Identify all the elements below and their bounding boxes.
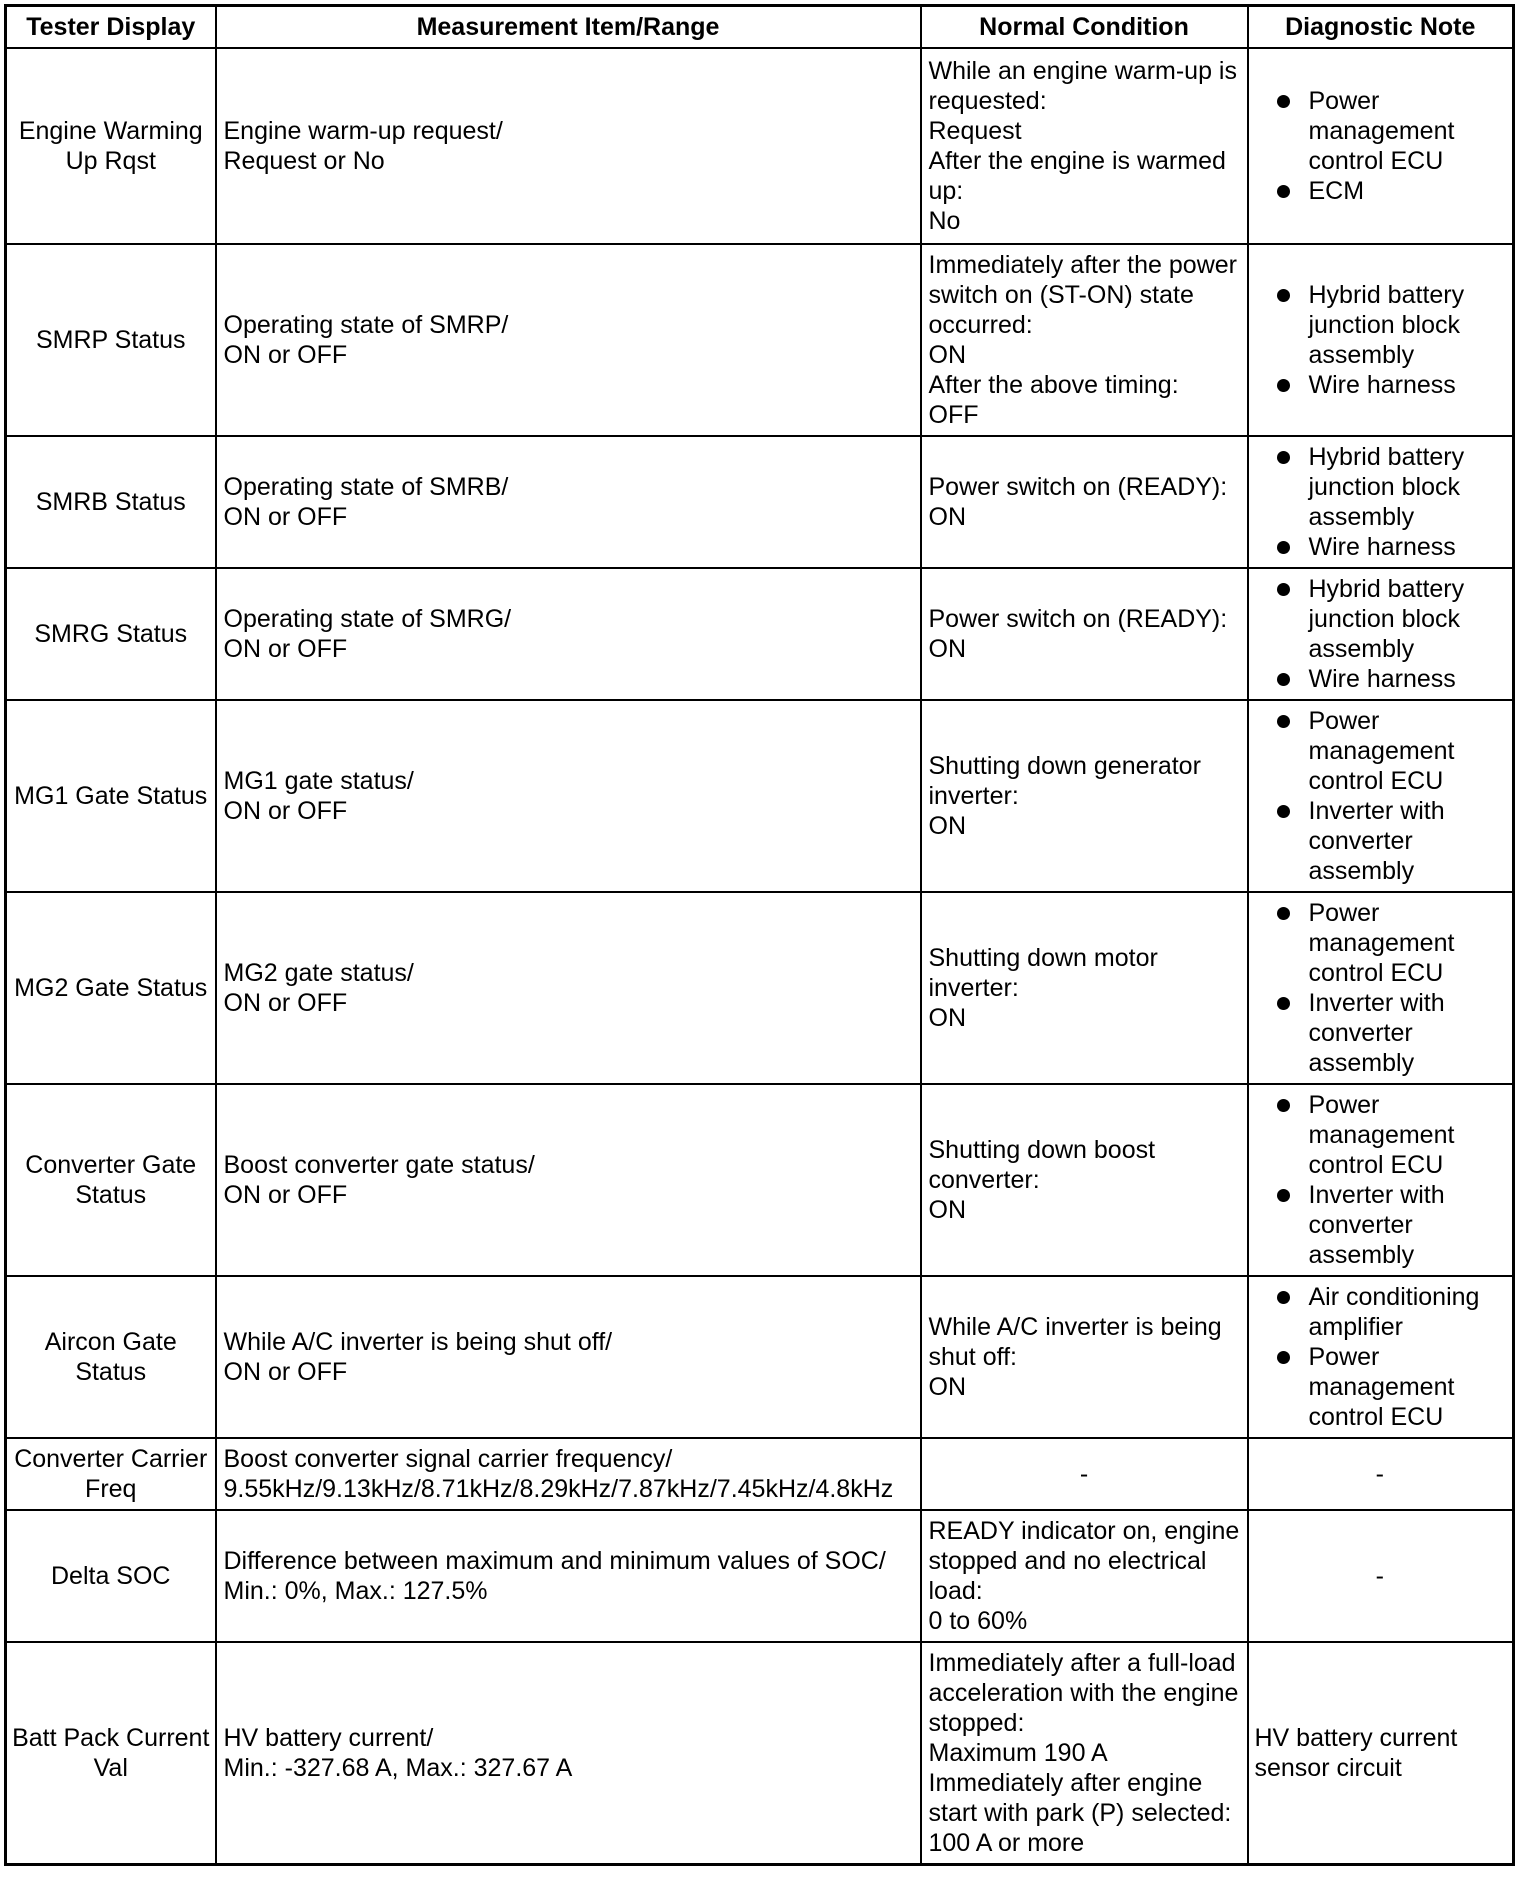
tester-data-table [4, 4, 1515, 1866]
diagnostic-note-list [1255, 86, 1506, 206]
cell-normal-condition [921, 436, 1248, 568]
bullet-icon [1277, 1099, 1290, 1112]
text-line: switch on (ST-ON) state [928, 281, 1194, 309]
text-line: Hybrid battery [1308, 281, 1465, 309]
cell-measurement-item [216, 700, 921, 892]
table-row [6, 1642, 1514, 1865]
diagnostic-note-list [1255, 1090, 1506, 1270]
text-line: ON or OFF [223, 989, 348, 1017]
table-row [6, 48, 1514, 244]
text-line: Power [1308, 1091, 1380, 1119]
text-line: assembly [1308, 635, 1415, 663]
text-line: Power [1308, 1343, 1380, 1371]
bullet-icon [1277, 379, 1290, 392]
text-line: junction block [1308, 605, 1460, 633]
text-line: ON or OFF [223, 341, 348, 369]
bullet-icon [1277, 1291, 1290, 1304]
text-line: Engine warm-up request/ [223, 117, 503, 145]
text-line: Hybrid battery [1308, 575, 1465, 603]
cell-tester-display [6, 1510, 216, 1642]
text-line: ON or OFF [223, 503, 348, 531]
cell-measurement-item [216, 1510, 921, 1642]
text-line: ON [928, 341, 966, 369]
text-line: 9.55kHz/9.13kHz/8.71kHz/8.29kHz/7.87kHz/7.45kHz/4.8kHz [223, 1475, 894, 1503]
text-line: acceleration with the engine [928, 1679, 1239, 1707]
cell-measurement-item [216, 1276, 921, 1438]
text-line: start with park (P) selected: [928, 1799, 1232, 1827]
diagnostic-note-list [1255, 574, 1506, 694]
cell-diagnostic-note [1248, 436, 1514, 568]
list-item [1255, 532, 1506, 562]
text-line: Shutting down motor [928, 944, 1158, 972]
text-line: Maximum 190 A [928, 1739, 1108, 1767]
text-line: assembly [1308, 857, 1415, 885]
text-line: management [1308, 929, 1455, 957]
text-line: load: [928, 1577, 983, 1605]
text-line: After the above timing: [928, 371, 1179, 399]
table-body [6, 48, 1514, 1865]
cell-diagnostic-note [1248, 1276, 1514, 1438]
cell-diagnostic-note [1248, 1642, 1514, 1865]
cell-measurement-item [216, 568, 921, 700]
bullet-icon [1277, 805, 1290, 818]
text-line: MG2 gate status/ [223, 959, 414, 987]
table-row [6, 1438, 1514, 1510]
cell-measurement-item [216, 48, 921, 244]
text-line: Val [93, 1754, 128, 1782]
list-item [1255, 176, 1506, 206]
text-line: - [1375, 1562, 1384, 1590]
text-line: Min.: -327.68 A, Max.: 327.67 A [223, 1754, 573, 1782]
header-tester-display: Tester Display [6, 6, 216, 49]
text-line: ON [928, 503, 966, 531]
cell-measurement-item [216, 892, 921, 1084]
list-item [1255, 1180, 1506, 1270]
text-line: Wire harness [1308, 371, 1456, 399]
text-line: junction block [1308, 311, 1460, 339]
text-line: stopped: [928, 1709, 1025, 1737]
cell-normal-condition [921, 700, 1248, 892]
text-line: converter [1308, 1211, 1413, 1239]
text-line: converter [1308, 1019, 1413, 1047]
diagnostic-note-list [1255, 706, 1506, 886]
text-line: management [1308, 737, 1455, 765]
text-line: Hybrid battery [1308, 443, 1465, 471]
text-line: MG1 Gate Status [14, 782, 208, 810]
text-line: READY indicator on, engine [928, 1517, 1240, 1545]
text-line: sensor circuit [1254, 1754, 1402, 1782]
list-item [1255, 664, 1506, 694]
text-line: assembly [1308, 1241, 1415, 1269]
cell-tester-display [6, 436, 216, 568]
text-line: management [1308, 117, 1455, 145]
list-item [1255, 86, 1506, 176]
diagnostic-note-list [1255, 442, 1506, 562]
text-line: assembly [1308, 503, 1415, 531]
cell-normal-condition [921, 1510, 1248, 1642]
diagnostic-note-list [1255, 898, 1506, 1078]
text-line: OFF [928, 401, 979, 429]
text-line: Power switch on (READY): [928, 605, 1228, 633]
text-line: ON [928, 635, 966, 663]
text-line: management [1308, 1373, 1455, 1401]
table-row [6, 1276, 1514, 1438]
list-item [1255, 988, 1506, 1078]
text-line: ON [928, 1373, 966, 1401]
cell-normal-condition [921, 244, 1248, 436]
text-line: MG2 Gate Status [14, 974, 208, 1002]
text-line: ON [928, 1196, 966, 1224]
text-line: While A/C inverter is being shut off/ [223, 1328, 613, 1356]
cell-measurement-item [216, 244, 921, 436]
bullet-icon [1277, 95, 1290, 108]
text-line: ON or OFF [223, 1181, 348, 1209]
cell-diagnostic-note [1248, 700, 1514, 892]
cell-normal-condition [921, 1276, 1248, 1438]
text-line: 100 A or more [928, 1829, 1085, 1857]
table-row [6, 892, 1514, 1084]
text-line: converter [1308, 827, 1413, 855]
text-line: Power switch on (READY): [928, 473, 1228, 501]
text-line: control ECU [1308, 1403, 1444, 1431]
cell-diagnostic-note [1248, 1510, 1514, 1642]
text-line: ON or OFF [223, 797, 348, 825]
list-item [1255, 796, 1506, 886]
text-line: No [928, 207, 961, 235]
text-line: Request [928, 117, 1022, 145]
text-line: Operating state of SMRB/ [223, 473, 509, 501]
cell-diagnostic-note [1248, 568, 1514, 700]
header-measurement-item: Measurement Item/Range [216, 6, 921, 49]
text-line: control ECU [1308, 1151, 1444, 1179]
text-line: HV battery current/ [223, 1724, 434, 1752]
table-header-row [6, 6, 1514, 49]
table-row [6, 244, 1514, 436]
bullet-icon [1277, 451, 1290, 464]
table-row [6, 568, 1514, 700]
text-line: assembly [1308, 341, 1415, 369]
text-line: Power [1308, 899, 1380, 927]
text-line: assembly [1308, 1049, 1415, 1077]
header-diagnostic-note: Diagnostic Note [1248, 6, 1514, 49]
list-item [1255, 442, 1506, 532]
bullet-icon [1277, 997, 1290, 1010]
cell-tester-display [6, 244, 216, 436]
text-line: Min.: 0%, Max.: 127.5% [223, 1577, 488, 1605]
text-line: SMRG Status [34, 620, 188, 648]
diagnostic-note-list [1255, 1282, 1506, 1432]
text-line: Inverter with [1308, 797, 1445, 825]
cell-diagnostic-note [1248, 1084, 1514, 1276]
diagnostic-note-list [1255, 280, 1506, 400]
bullet-icon [1277, 185, 1290, 198]
cell-diagnostic-note [1248, 892, 1514, 1084]
cell-diagnostic-note [1248, 1438, 1514, 1510]
text-line: Wire harness [1308, 665, 1456, 693]
cell-tester-display [6, 1276, 216, 1438]
text-line: junction block [1308, 473, 1460, 501]
table-row [6, 1510, 1514, 1642]
cell-measurement-item [216, 1084, 921, 1276]
table-row [6, 436, 1514, 568]
bullet-icon [1277, 715, 1290, 728]
text-line: Power [1308, 707, 1380, 735]
cell-measurement-item [216, 436, 921, 568]
cell-normal-condition [921, 48, 1248, 244]
bullet-icon [1277, 1351, 1290, 1364]
text-line: - [1375, 1460, 1384, 1488]
bullet-icon [1277, 583, 1290, 596]
bullet-icon [1277, 1189, 1290, 1202]
text-line: requested: [928, 87, 1047, 115]
text-line: After the engine is warmed [928, 147, 1226, 175]
text-line: ON [928, 1004, 966, 1032]
table-row [6, 700, 1514, 892]
text-line: control ECU [1308, 767, 1444, 795]
bullet-icon [1277, 673, 1290, 686]
cell-tester-display [6, 568, 216, 700]
text-line: Difference between maximum and minimum values of SOC/ [223, 1547, 886, 1575]
text-line: Freq [85, 1475, 137, 1503]
data-list-sheet [4, 4, 1512, 1866]
text-line: Immediately after the power [928, 251, 1237, 279]
list-item [1255, 706, 1506, 796]
cell-tester-display [6, 48, 216, 244]
list-item [1255, 574, 1506, 664]
cell-diagnostic-note [1248, 244, 1514, 436]
list-item [1255, 1282, 1506, 1342]
header-normal-condition: Normal Condition [921, 6, 1248, 49]
cell-tester-display [6, 1084, 216, 1276]
text-line: While A/C inverter is being [928, 1313, 1222, 1341]
cell-measurement-item [216, 1642, 921, 1865]
text-line: SMRP Status [35, 326, 186, 354]
cell-normal-condition [921, 568, 1248, 700]
text-line: Aircon Gate [44, 1328, 177, 1356]
text-line: shut off: [928, 1343, 1017, 1371]
text-line: Inverter with [1308, 1181, 1445, 1209]
text-line: Shutting down boost [928, 1136, 1156, 1164]
text-line: Operating state of SMRP/ [223, 311, 509, 339]
cell-tester-display [6, 1438, 216, 1510]
cell-normal-condition [921, 1438, 1248, 1510]
text-line: Batt Pack Current [12, 1724, 210, 1752]
cell-normal-condition [921, 1084, 1248, 1276]
text-line: ECM [1308, 177, 1365, 205]
text-line: Power [1308, 87, 1380, 115]
text-line: Boost converter signal carrier frequency/ [223, 1445, 673, 1473]
list-item [1255, 898, 1506, 988]
text-line: Shutting down generator [928, 752, 1201, 780]
text-line: inverter: [928, 782, 1019, 810]
text-line: HV battery current [1254, 1724, 1458, 1752]
cell-normal-condition [921, 1642, 1248, 1865]
cell-tester-display [6, 892, 216, 1084]
text-line: Converter Carrier [14, 1445, 208, 1473]
text-line: control ECU [1308, 959, 1444, 987]
text-line: ON or OFF [223, 635, 348, 663]
bullet-icon [1277, 541, 1290, 554]
text-line: control ECU [1308, 147, 1444, 175]
text-line: Delta SOC [51, 1562, 171, 1590]
cell-normal-condition [921, 892, 1248, 1084]
text-line: ON or OFF [223, 1358, 348, 1386]
cell-measurement-item [216, 1438, 921, 1510]
text-line: Request or No [223, 147, 385, 175]
text-line: Wire harness [1308, 533, 1456, 561]
bullet-icon [1277, 289, 1290, 302]
cell-tester-display [6, 1642, 216, 1865]
text-line: Up Rqst [65, 147, 156, 175]
text-line: Immediately after a full-load [928, 1649, 1236, 1677]
cell-diagnostic-note [1248, 48, 1514, 244]
text-line: ON [928, 812, 966, 840]
cell-tester-display [6, 700, 216, 892]
list-item [1255, 1090, 1506, 1180]
text-line: amplifier [1308, 1313, 1403, 1341]
text-line: stopped and no electrical [928, 1547, 1207, 1575]
text-line: Operating state of SMRG/ [223, 605, 512, 633]
text-line: Status [75, 1358, 147, 1386]
text-line: converter: [928, 1166, 1040, 1194]
text-line: 0 to 60% [928, 1607, 1028, 1635]
text-line: management [1308, 1121, 1455, 1149]
text-line: - [1079, 1460, 1089, 1488]
text-line: Status [75, 1181, 147, 1209]
bullet-icon [1277, 907, 1290, 920]
text-line: Inverter with [1308, 989, 1445, 1017]
text-line: Boost converter gate status/ [223, 1151, 535, 1179]
text-line: Engine Warming [18, 117, 203, 145]
text-line: Air conditioning [1308, 1283, 1480, 1311]
list-item [1255, 370, 1506, 400]
text-line: up: [928, 177, 964, 205]
table-row [6, 1084, 1514, 1276]
text-line: inverter: [928, 974, 1019, 1002]
text-line: occurred: [928, 311, 1033, 339]
text-line: MG1 gate status/ [223, 767, 414, 795]
text-line: Immediately after engine [928, 1769, 1203, 1797]
list-item [1255, 1342, 1506, 1432]
text-line: Converter Gate [25, 1151, 197, 1179]
text-line: SMRB Status [35, 488, 186, 516]
list-item [1255, 280, 1506, 370]
text-line: While an engine warm-up is [928, 57, 1237, 85]
